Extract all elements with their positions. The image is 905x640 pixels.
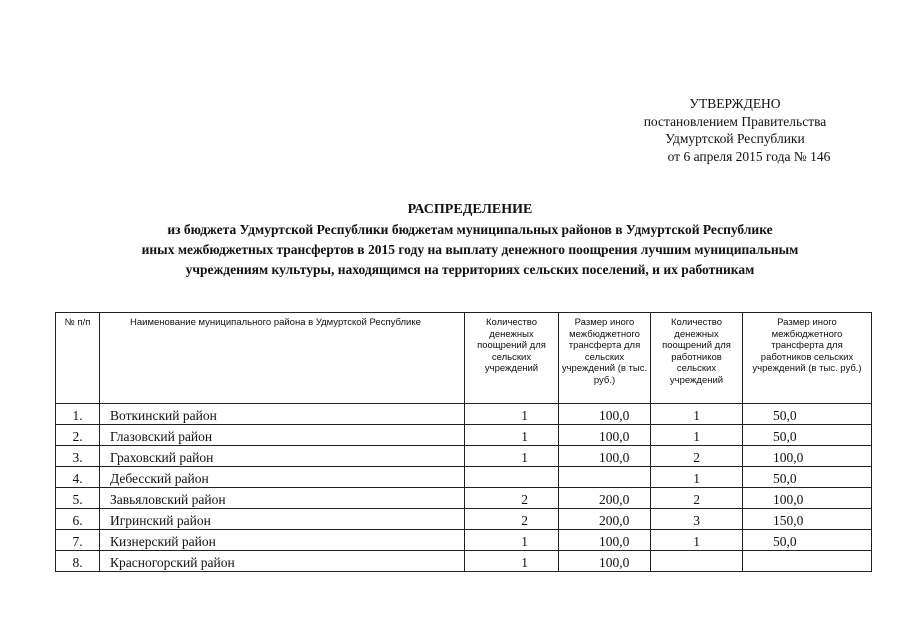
amount-workers: 50,0 bbox=[743, 425, 872, 446]
approval-stamp bbox=[620, 95, 850, 165]
table-row bbox=[56, 488, 872, 509]
count-institutions: 1 bbox=[465, 530, 559, 551]
district-name: Завьяловский район bbox=[100, 488, 465, 509]
count-workers bbox=[651, 551, 743, 572]
row-number: 7. bbox=[56, 530, 100, 551]
amount-workers: 50,0 bbox=[743, 530, 872, 551]
row-number: 8. bbox=[56, 551, 100, 572]
title-line: иных межбюджетных трансфертов в 2015 году на выплату денежного поощрения лучшим муниципальным bbox=[141, 242, 799, 257]
amount-institutions: 200,0 bbox=[559, 509, 651, 530]
approval-line: Удмуртской Республики bbox=[665, 131, 805, 146]
district-name: Дебесский район bbox=[100, 467, 465, 488]
title-line: из бюджета Удмуртской Республики бюджетам муниципальных районов в Удмуртской Республике bbox=[167, 222, 773, 237]
count-workers: 1 bbox=[651, 530, 743, 551]
row-number: 5. bbox=[56, 488, 100, 509]
district-name: Воткинский район bbox=[100, 404, 465, 425]
amount-workers bbox=[743, 551, 872, 572]
amount-workers: 100,0 bbox=[743, 488, 872, 509]
amount-workers: 50,0 bbox=[743, 404, 872, 425]
row-number: 1. bbox=[56, 404, 100, 425]
amount-institutions: 100,0 bbox=[559, 425, 651, 446]
row-number: 3. bbox=[56, 446, 100, 467]
table-row bbox=[56, 425, 872, 446]
table-row bbox=[56, 530, 872, 551]
table-row bbox=[56, 509, 872, 530]
amount-workers: 50,0 bbox=[743, 467, 872, 488]
header-amount-institutions: Размер иного межбюджетного трансферта для сельских учреждений (в тыс. руб.) bbox=[559, 313, 651, 404]
amount-workers: 150,0 bbox=[743, 509, 872, 530]
count-institutions bbox=[465, 467, 559, 488]
row-number: 2. bbox=[56, 425, 100, 446]
amount-institutions: 100,0 bbox=[559, 404, 651, 425]
district-name: Глазовский район bbox=[100, 425, 465, 446]
table-header-row bbox=[56, 313, 872, 404]
district-name: Граховский район bbox=[100, 446, 465, 467]
header-number: № п/п bbox=[56, 313, 100, 404]
header-district: Наименование муниципального района в Удмуртской Республике bbox=[100, 313, 465, 404]
table-row bbox=[56, 446, 872, 467]
count-workers: 1 bbox=[651, 467, 743, 488]
count-institutions: 1 bbox=[465, 404, 559, 425]
count-institutions: 1 bbox=[465, 446, 559, 467]
district-name: Красногорский район bbox=[100, 551, 465, 572]
amount-institutions: 200,0 bbox=[559, 488, 651, 509]
count-workers: 1 bbox=[651, 425, 743, 446]
header-count-workers: Количество денежных поощрений для работников сельских учреждений bbox=[651, 313, 743, 404]
count-workers: 1 bbox=[651, 404, 743, 425]
row-number: 4. bbox=[56, 467, 100, 488]
district-name: Игринский район bbox=[100, 509, 465, 530]
document-title bbox=[60, 200, 880, 280]
approval-heading: УТВЕРЖДЕНО bbox=[689, 96, 781, 111]
title-line: учреждениям культуры, находящимся на территориях сельских поселений, и их работникам bbox=[185, 262, 755, 277]
approval-date: от 6 апреля 2015 года № 146 bbox=[667, 148, 831, 164]
approval-line: постановлением Правительства bbox=[643, 113, 827, 129]
amount-institutions: 100,0 bbox=[559, 530, 651, 551]
row-number: 6. bbox=[56, 509, 100, 530]
title-main: РАСПРЕДЕЛЕНИЕ bbox=[407, 202, 533, 217]
count-workers: 2 bbox=[651, 446, 743, 467]
table-row bbox=[56, 551, 872, 572]
table-row bbox=[56, 467, 872, 488]
count-institutions: 1 bbox=[465, 551, 559, 572]
district-name: Кизнерский район bbox=[100, 530, 465, 551]
amount-institutions bbox=[559, 467, 651, 488]
amount-institutions: 100,0 bbox=[559, 446, 651, 467]
header-amount-workers: Размер иного межбюджетного трансферта для работников сельских учреждений (в тыс. руб.) bbox=[743, 313, 872, 404]
distribution-table bbox=[55, 312, 872, 572]
count-institutions: 1 bbox=[465, 425, 559, 446]
count-workers: 3 bbox=[651, 509, 743, 530]
count-workers: 2 bbox=[651, 488, 743, 509]
amount-institutions: 100,0 bbox=[559, 551, 651, 572]
count-institutions: 2 bbox=[465, 509, 559, 530]
amount-workers: 100,0 bbox=[743, 446, 872, 467]
count-institutions: 2 bbox=[465, 488, 559, 509]
table-row bbox=[56, 404, 872, 425]
header-count-institutions: Количество денежных поощрений для сельских учреждений bbox=[465, 313, 559, 404]
